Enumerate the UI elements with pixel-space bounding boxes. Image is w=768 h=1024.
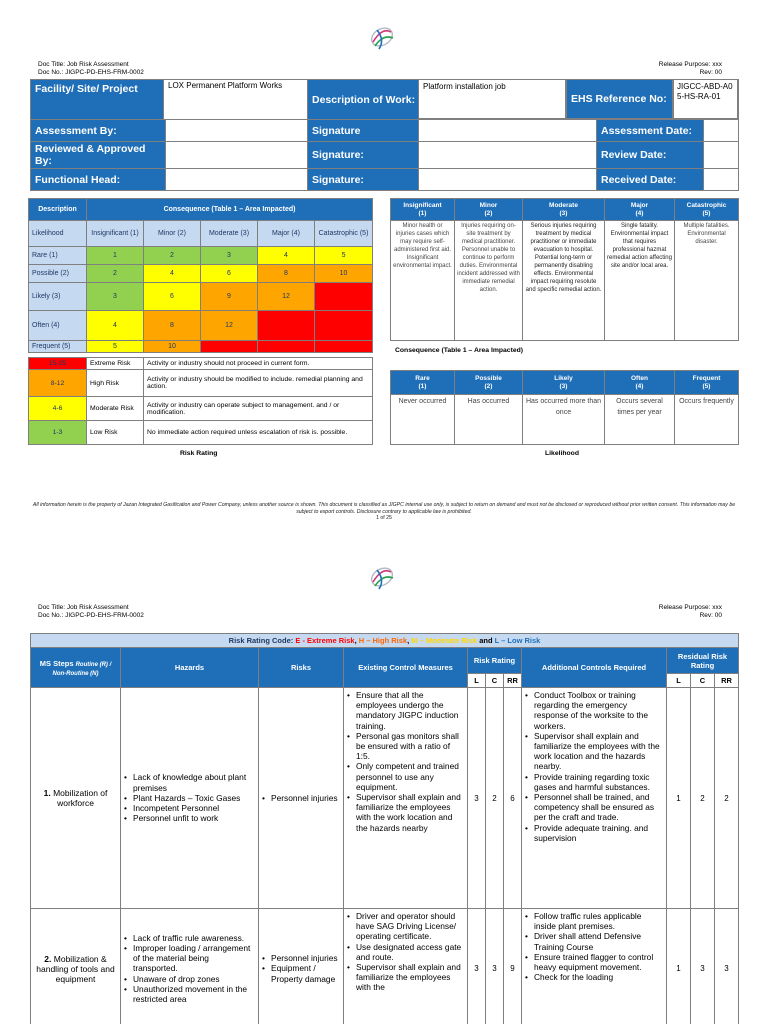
ehs-value: JIGCC-ABD-A05-HS-RA-01 <box>673 79 738 119</box>
existing-cell <box>344 909 468 1024</box>
reviewed-by-label: Reviewed & Approved By: <box>31 142 166 169</box>
release-purpose: Release Purpose: xxx <box>658 604 722 611</box>
list-item: • Ensure trained flagger to control heavy equipment movement. <box>525 952 663 972</box>
rating-l: 3 <box>468 909 486 1024</box>
doc-header-left <box>38 604 144 620</box>
matrix-cell: 20 <box>258 341 315 353</box>
likelihood-header: Often (4) <box>605 371 675 395</box>
list-item: • Lack of traffic rule awareness. <box>124 933 255 943</box>
doc-header-right <box>659 61 722 77</box>
header-rr: RR <box>504 674 522 688</box>
legend-range: 15-25 <box>29 358 87 370</box>
page-footer <box>30 502 738 522</box>
list-item: • Conduct Toolbox or training regarding the emergency response of the worksite to the workers. <box>525 690 663 731</box>
matrix-likelihood: Likelihood <box>29 221 87 247</box>
residual-rr: 3 <box>715 909 739 1024</box>
consequence-header: Major (4) <box>605 199 675 221</box>
signature2-label: Signature: <box>308 142 419 169</box>
matrix-col-header: Insignificant (1) <box>87 221 144 247</box>
list-item: • Unaware of drop zones <box>124 974 255 984</box>
list-item: • Personnel injuries <box>262 953 340 963</box>
matrix-cell: 6 <box>201 265 258 283</box>
matrix-cell: 8 <box>144 311 201 341</box>
rating-rr: 9 <box>504 909 522 1024</box>
legend-range: 8-12 <box>29 370 87 397</box>
likelihood-desc: Occurs several times per year <box>605 395 675 445</box>
header-risk-rating: Risk Rating <box>468 648 522 674</box>
matrix-col-header: Major (4) <box>258 221 315 247</box>
rating-c: 3 <box>486 909 504 1024</box>
matrix-cell: 4 <box>258 247 315 265</box>
company-logo-icon <box>367 562 397 592</box>
header-l: L <box>667 674 691 688</box>
matrix-consequence-header: Consequence (Table 1 – Area Impacted) <box>87 199 373 221</box>
residual-c: 3 <box>691 909 715 1024</box>
header-additional: Additional Controls Required <box>522 648 667 688</box>
list-item: • Supervisor shall explain and familiarize the employees with the work location and the hazards nearby. <box>525 731 663 772</box>
risks-cell <box>259 688 344 909</box>
signature-label: Signature <box>308 120 419 142</box>
header-existing: Existing Control Measures <box>344 648 468 688</box>
matrix-cell: 5 <box>315 247 373 265</box>
matrix-cell: 2 <box>87 265 144 283</box>
consequence-desc: Multiple fatalities. Environmental disaster. <box>675 221 739 341</box>
list-item: • Lack of knowledge about plant premises <box>124 772 255 792</box>
review-date-label: Review Date: <box>597 142 704 169</box>
assessment-date-value[interactable] <box>704 120 739 142</box>
doc-title: Doc Title: Job Risk Assessment <box>38 604 129 611</box>
facility-label: Facility/ Site/ Project <box>31 80 164 121</box>
consequence-header: Moderate (3) <box>523 199 605 221</box>
revision: Rev: 00 <box>699 69 722 76</box>
matrix-cell: 4 <box>87 311 144 341</box>
risk-rating-code: Risk Rating Code: E - Extreme Risk, H – High Risk, M – Moderate Risk and L – Low Risk <box>31 634 739 648</box>
doc-title: Doc Title: Job Risk Assessment <box>38 61 129 68</box>
doc-number: Doc No.: JIGPC-PD-EHS-FRM-0002 <box>38 612 144 619</box>
matrix-cell: 12 <box>258 283 315 311</box>
list-item: • Provide adequate training. and supervision <box>525 823 663 843</box>
assessment-by-value[interactable] <box>166 120 308 142</box>
consequence-desc: Injuries requiring on-site treatment by medical practitioner. Personnel unable to continue to perform duties. Environmental incident addressed with immediate remedial action. <box>455 221 523 341</box>
residual-rr: 2 <box>715 688 739 909</box>
matrix-cell: 1 <box>87 247 144 265</box>
list-item: • Only competent and trained personnel to use any equipment. <box>347 761 464 792</box>
residual-l: 1 <box>667 909 691 1024</box>
info-table-rows <box>30 119 739 191</box>
consequence-desc: Single fatality. Environmental impact that requires professional hazmat remedial action affecting site and/or local area. <box>605 221 675 341</box>
matrix-row-label: Rare (1) <box>29 247 87 265</box>
list-item: • Provide training regarding toxic gases and harmful substances. <box>525 772 663 792</box>
list-item: • Incompetent Personnel <box>124 803 255 813</box>
header-hazards: Hazards <box>121 648 259 688</box>
matrix-cell: 10 <box>144 341 201 353</box>
doc-header-right <box>659 604 722 620</box>
likelihood-desc: Has occurred more than once <box>523 395 605 445</box>
matrix-cell: 16 <box>258 311 315 341</box>
list-item: • Unauthorized movement in the restricted area <box>124 984 255 1004</box>
received-date-label: Received Date: <box>597 169 704 191</box>
ms-step: 1. Mobilization of workforce <box>31 688 121 909</box>
existing-cell <box>344 688 468 909</box>
consequence-desc: Serious injuries requiring treatment by medical practitioner or immediate evacuation to hospital. Potential long-term or permanently disabling effects. Environmental impact requiring resolute and specific remedial action. <box>523 221 605 341</box>
matrix-row-label: Frequent (5) <box>29 341 87 353</box>
list-item: • Driver and operator should have SAG Driving License/ operating certificate. <box>347 911 464 942</box>
revision: Rev: 00 <box>699 612 722 619</box>
matrix-cell: 5 <box>87 341 144 353</box>
list-item: • Ensure that all the employees undergo the mandatory JIGPC induction training. <box>347 690 464 731</box>
legend-desc: Activity or industry should be modified to include. remedial planning and action. <box>144 370 373 397</box>
matrix-col-header: Catastrophic (5) <box>315 221 373 247</box>
likelihood-header: Likely (3) <box>523 371 605 395</box>
facility-value: LOX Permanent Platform Works <box>164 80 308 121</box>
release-purpose: Release Purpose: xxx <box>658 61 722 68</box>
signature3-label: Signature: <box>308 169 419 191</box>
header-c: C <box>691 674 715 688</box>
matrix-cell: 8 <box>258 265 315 283</box>
functional-head-label: Functional Head: <box>31 169 166 191</box>
header-l: L <box>468 674 486 688</box>
matrix-cell: 4 <box>144 265 201 283</box>
rating-c: 2 <box>486 688 504 909</box>
ehs-label: EHS Reference No: <box>566 79 673 119</box>
rating-rr: 6 <box>504 688 522 909</box>
review-date-value[interactable] <box>704 142 739 169</box>
additional-cell <box>522 688 667 909</box>
likelihood-desc: Occurs frequently <box>675 395 739 445</box>
ms-step: 2. Mobilization & handling of tools and equipment <box>31 909 121 1024</box>
matrix-cell: 3 <box>201 247 258 265</box>
legend-range: 1-3 <box>29 421 87 445</box>
legend-label: Low Risk <box>87 421 144 445</box>
likelihood-table <box>390 370 739 445</box>
matrix-col-header: Minor (2) <box>144 221 201 247</box>
matrix-cell: 15 <box>315 283 373 311</box>
doc-number: Doc No.: JIGPC-PD-EHS-FRM-0002 <box>38 69 144 76</box>
list-item: • Supervisor shall explain and familiarize the employees with the <box>347 962 464 993</box>
legend-desc: No immediate action required unless escalation of risk is. possible. <box>144 421 373 445</box>
rating-l: 3 <box>468 688 486 909</box>
matrix-row-label: Likely (3) <box>29 283 87 311</box>
risk-rating-caption: Risk Rating <box>180 450 218 457</box>
reviewed-by-value[interactable] <box>166 142 308 169</box>
residual-l: 1 <box>667 688 691 909</box>
functional-head-value[interactable] <box>166 169 308 191</box>
doc-header-left <box>38 61 144 77</box>
list-item: • Equipment / Property damage <box>262 963 340 983</box>
legend-label: Extreme Risk <box>87 358 144 370</box>
list-item: • Use designated access gate and route. <box>347 942 464 962</box>
legend-desc: Activity or industry can operate subject to management. and / or modification. <box>144 397 373 421</box>
matrix-cell: 3 <box>87 283 144 311</box>
list-item: • Personal gas monitors shall be ensured with a ratio of 1:5. <box>347 731 464 762</box>
risks-cell <box>259 909 344 1024</box>
consequence-header: Minor (2) <box>455 199 523 221</box>
received-date-value[interactable] <box>704 169 739 191</box>
table-row <box>31 688 739 909</box>
header-risks: Risks <box>259 648 344 688</box>
matrix-description: Description <box>29 199 87 221</box>
likelihood-desc: Never occurred <box>391 395 455 445</box>
list-item: • Driver shall attend Defensive Training Course <box>525 931 663 951</box>
legend-range: 4-6 <box>29 397 87 421</box>
assessment-by-label: Assessment By: <box>31 120 166 142</box>
assessment-date-label: Assessment Date: <box>597 120 704 142</box>
matrix-cell: 15 <box>201 341 258 353</box>
header-residual: Residual Risk Rating <box>667 648 739 674</box>
desc-value: Platform installation job <box>418 79 566 119</box>
list-item: • Personnel unfit to work <box>124 813 255 823</box>
residual-c: 2 <box>691 688 715 909</box>
likelihood-header: Rare (1) <box>391 371 455 395</box>
likelihood-desc: Has occurred <box>455 395 523 445</box>
risk-legend <box>28 357 373 445</box>
consequence-table <box>390 198 739 341</box>
list-item: • Personnel shall be trained, and competency shall be ensured as per the craft and trade. <box>525 792 663 823</box>
hazards-cell <box>121 688 259 909</box>
list-item: • Plant Hazards – Toxic Gases <box>124 793 255 803</box>
likelihood-caption: Likelihood <box>545 450 579 457</box>
matrix-col-header: Moderate (3) <box>201 221 258 247</box>
hazards-cell <box>121 909 259 1024</box>
risk-matrix <box>28 198 373 353</box>
likelihood-header: Possible (2) <box>455 371 523 395</box>
legend-label: High Risk <box>87 370 144 397</box>
header-rr: RR <box>715 674 739 688</box>
consequence-caption: Consequence (Table 1 – Area Impacted) <box>395 347 524 354</box>
header-c: C <box>486 674 504 688</box>
company-logo-icon <box>367 22 397 52</box>
consequence-desc: Minor health or injuries cases which may require self-administered first aid. Insignificant environmental impact. <box>391 221 455 341</box>
list-item: • Follow traffic rules applicable inside plant premises. <box>525 911 663 931</box>
list-item: • Improper loading / arrangement of the material being transported. <box>124 943 255 974</box>
table-row <box>31 909 739 1024</box>
consequence-header: Catastrophic (5) <box>675 199 739 221</box>
likelihood-header: Frequent (5) <box>675 371 739 395</box>
matrix-cell: 9 <box>201 283 258 311</box>
list-item: • Supervisor shall explain and familiarize the employees with the work location and the hazards nearby <box>347 792 464 833</box>
matrix-cell: 25 <box>315 341 373 353</box>
page-number: 1 of 25 <box>376 515 392 521</box>
matrix-row-label: Possible (2) <box>29 265 87 283</box>
list-item: • Check for the loading <box>525 972 663 982</box>
matrix-cell: 10 <box>315 265 373 283</box>
matrix-row-label: Often (4) <box>29 311 87 341</box>
signature2-value[interactable] <box>419 142 597 169</box>
desc-label: Description of Work: <box>312 94 416 106</box>
legend-label: Moderate Risk <box>87 397 144 421</box>
consequence-header: Insignificant (1) <box>391 199 455 221</box>
matrix-cell: 6 <box>144 283 201 311</box>
matrix-cell: 20 <box>315 311 373 341</box>
signature3-value[interactable] <box>419 169 597 191</box>
header-ms-steps: MS Steps Routine (R) / Non-Routine (N) <box>31 648 121 688</box>
risk-assessment-table <box>30 633 739 1024</box>
matrix-cell: 12 <box>201 311 258 341</box>
footer-text: All information herein is the property of Jazan Integrated Gasification and Power Company, unless another source is shown. This document is classified as JIGPC internal use only, is subject to return on demand and must not be disclosed or reproduced without prior written consent. This information may be subject to export controls. Disclosure contrary to applicable law is prohibited. <box>32 502 736 515</box>
legend-desc: Activity or industry should not proceed in current form. <box>144 358 373 370</box>
signature-value[interactable] <box>419 120 597 142</box>
list-item: • Personnel injuries <box>262 793 340 803</box>
matrix-cell: 2 <box>144 247 201 265</box>
additional-cell <box>522 909 667 1024</box>
